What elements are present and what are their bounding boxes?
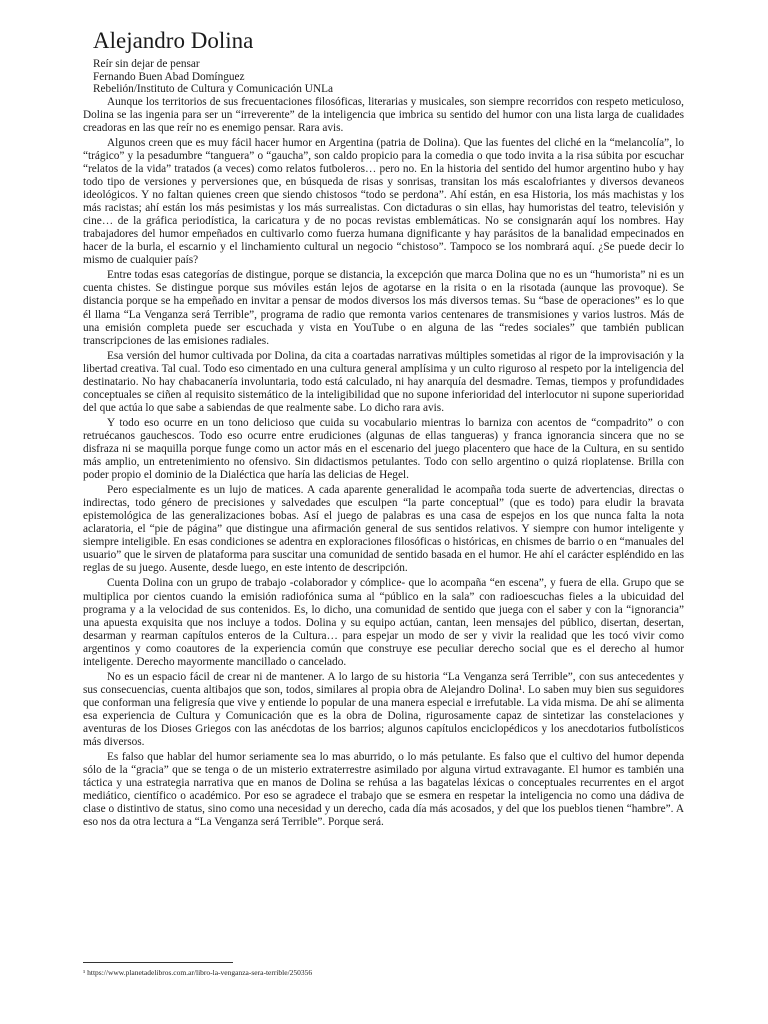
- paragraph: Entre todas esas categorías de distingue, porque se distancia, la excepción que marca Dolina que no es un “humorista” ni es un cuenta chistes. Se distingue porque sus móviles están lejos de agotarse en la risita o en la risotada (aunque las provoque). Se distancia porque se ha empeñado en invitar a pensar de modos diversos los más diversos temas. Su “base de operaciones” es lo que él llama “La Venganza será Terrible”, programa de radio que remonta varios centenares de transmisiones y varios lustros. Más de una emisión completa puede ser escuchada y vista en YouTube o en alguna de las “redes sociales” que también publican transcripciones de las emisiones radiales.: [83, 269, 684, 347]
- paragraph: Cuenta Dolina con un grupo de trabajo -colaborador y cómplice- que lo acompaña “en escena”, y fuera de ella. Grupo que se multiplica por cientos cuando la emisión radiofónica suma al “público en la sala” con radioescuchas fieles a la ubicuidad del programa y a la velocidad de sus contenidos. Es, lo dicho, una comunidad de sentido que juega con el saber y con la “ignorancia” una apuesta exquisita que nos incluye a todos. Dolina y su equipo actúan, cantan, leen mensajes del público, disertan, desertan, desarman y rearman capítulos enteros de la Cultura… para espejar un modo de ser y vivir la realidad que les tocó vivir como argentinos y como coautores de la experiencia común que construye ese peculiar derecho social que es el derecho al humor inteligente. Derecho mayormente mancillado o cancelado.: [83, 577, 684, 668]
- paragraph: Pero especialmente es un lujo de matices. A cada aparente generalidad le acompaña toda suerte de advertencias, directas o indirectas, todo género de precisiones y salvedades que esculpen “la parte conceptual” (que es todo) para eludir la bravata epistemológica de las generalizaciones bobas. Así el juego de palabras es una casa de espejos en los que nunca falta la nota aclaratoria, el “pie de página” que distingue una afirmación general de sus sentidos relativos. Y siempre con humor inteligente y siempre inteligible. En esas condiciones se adentra en exploraciones filosóficas o históricas, en chismes de barrio o en “manuales del usuario” que le sirven de plataforma para suscitar una comunidad de sentido basada en el humor. He ahí el carácter espléndido en las reglas de su juego. Ausente, desde luego, en este intento de descripción.: [83, 484, 684, 575]
- footnote[interactable]: ¹ https://www.planetadelibros.com.ar/libro-la-venganza-sera-terrible/250356: [83, 968, 313, 977]
- article-body: [83, 96, 684, 830]
- paragraph: Aunque los territorios de sus frecuentaciones filosóficas, literarias y musicales, son siempre recorridos con respeto meticuloso, Dolina se las ingenia para ser un “irreverente” de la inteligencia que imbrica su sentido del humor con una lista larga de cualidades creadoras en las que reír no es enemigo pensar. Rara avis.: [83, 95, 684, 134]
- paragraph: Es falso que hablar del humor seriamente sea lo mas aburrido, o lo más petulante. Es falso que el cultivo del humor dependa sólo de la “gracia” que se tenga o de un misterio extraterrestre asimilado por alguna virtud extravagante. El humor es también una táctica y una estrategia narrativa que en manos de Dolina se rehúsa a las bagatelas léxicas o conceptuales recurrentes en el argot mediático, científico o académico. Por eso se agradece el trabajo que se esmera en respetar la inteligencia no como una dádiva de clase o distintivo de status, sino como una necesidad y un derecho, cada día más acosados, y del que los pueblos tienen “hambre”. A eso nos da otra lectura a “La Venganza será Terrible”. Porque será.: [83, 751, 684, 829]
- paragraph: Esa versión del humor cultivada por Dolina, da cita a coartadas narrativas múltiples sometidas al rigor de la improvisación y la libertad creativa. Tal cual. Todo eso cimentado en una cultura general amplísima y un culto riguroso al respeto por la inteligencia del destinatario. No hay chabacanería involuntaria, todo está calculado, ni hay anarquía del desmadre. Temas, tiempos y profundidades conceptuales se ciñen al requisito sistemático de la inteligibilidad que no supone inferioridad del interlocutor ni supone superioridad del que actúa lo que sabe a sabiendas de que realmente sabe. Lo dicho rara avis.: [83, 349, 684, 414]
- document-meta: [93, 58, 684, 96]
- document-title: Alejandro Dolina: [93, 28, 254, 53]
- source: Rebelión/Instituto de Cultura y Comunicación UNLa: [93, 83, 334, 96]
- subtitle: Reír sin dejar de pensar: [93, 58, 200, 70]
- paragraph: No es un espacio fácil de crear ni de mantener. A lo largo de su historia “La Venganza será Terrible”, con sus antecedentes y sus consecuencias, cuenta altibajos que son, todos, similares al propia obra de Alejandro Dolina¹. Lo saben muy bien sus seguidores que conforman una feligresía que vive y entiende lo popular de una manera especial e irrefutable. La vida misma. De ahí se alimenta esa experiencia de Cultura y Comunicación que es la obra de Dolina, rigurosamente capaz de sintetizar las constelaciones y aventuras de los Dioses Griegos con las anécdotas de los barrios; algunos capítulos enciclopédicos y los anecdotarios futbolísticos más diversos.: [83, 670, 684, 749]
- paragraph: Algunos creen que es muy fácil hacer humor en Argentina (patria de Dolina). Que las fuentes del cliché en la “melancolía”, lo “trágico” y la pesadumbre “tanguera” o “gaucha”, son caldo propicio para la comedia o que todo invita a la risa súbita por escuchar “relatos de la vida” tratados (a veces) como relatos futboleros… pero no. En la historia del sentido del humor argentino hubo y hay todo tipo de versiones y perversiones que, en búsqueda de risas y sonrisas, transitan los más escalofriantes y diversos devaneos ideológicos. Y no faltan quienes creen que siendo chistosos “todo se perdona”. Ahí están, en esa Historia, los más machistas y los más racistas; ahí están los más pesimistas y los más surrealistas. Con dictaduras o sin ellas, hay humoristas del teatro, televisión y cine… de la gráfica periodística, la caricatura y de no pocas revistas emblemáticas. No se consignarán aquí los nombres. Hay trabajadores del humor empeñados en cultivarlo como fuerza humana dignificante y hay parásitos de la banalidad empecinados en hacer de la burla, el escarnio y el linchamiento cultural un negocio “chistoso”. Tampoco se los nombrará aquí. ¿Se puede decir lo mismo de cualquier país?: [83, 136, 684, 267]
- author: Fernando Buen Abad Domínguez: [93, 70, 245, 83]
- footnote-divider: [83, 962, 233, 963]
- paragraph: Y todo eso ocurre en un tono delicioso que cuida su vocabulario mientras lo barniza con acentos de “compadrito” o con retruécanos gauchescos. Todo eso ocurre entre erudiciones (algunas de ellas tangueras) y franca ignorancia sincera que no se disfraza ni se maquilla porque funge como un actor más en el escenario del juego placentero que hace de la Cultura, en su sentido más amplio, un entretenimiento no ofensivo. Sin didactismos petulantes. Todo con sello argentino o quizá rioplatense. Brilla con poder propio el dominio de la Dialéctica que haría las delicias de Hegel.: [83, 416, 684, 482]
- document-page: [83, 28, 684, 829]
